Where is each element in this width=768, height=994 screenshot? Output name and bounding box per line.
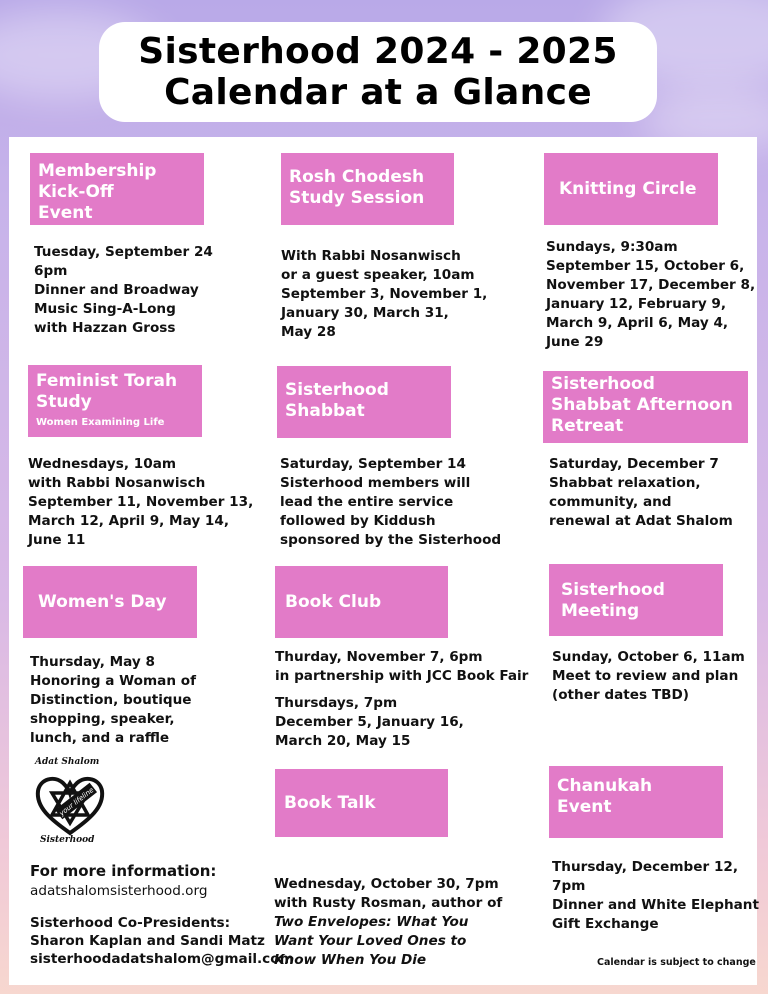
event-details-chanukah: Thursday, December 12, 7pm Dinner and White Elephant Gift Exchange [552, 859, 759, 932]
event-details-book-talk [274, 856, 502, 989]
event-title-womens-day: Women's Day [23, 566, 197, 638]
event-details-book-club-1: Thurday, November 7, 6pm in partnership with JCC Book Fair [275, 649, 529, 684]
co-presidents-label: Sisterhood Co-Presidents: [30, 915, 231, 931]
event-subtitle-feminist-torah: Women Examining Life [36, 417, 165, 428]
event-title-meeting: Sisterhood Meeting [549, 564, 723, 636]
logo-ribbon-text: your lifeline [57, 785, 96, 818]
event-details-feminist-torah: Wednesdays, 10am with Rabbi Nosanwisch September 11, November 13, March 12, April 9, May 14, June 11 [28, 456, 254, 548]
contact-email[interactable]: sisterhoodadatshalom@gmail.com [30, 951, 294, 967]
event-details-membership: Tuesday, September 24 6pm Dinner and Broadway Music Sing-A-Long with Hazzan Gross [34, 244, 213, 336]
page-title-line2: Calendar at a Glance [164, 72, 592, 113]
logo-bottom-text: Sisterhood [40, 835, 95, 845]
event-details-retreat: Saturday, December 7 Shabbat relaxation, community, and renewal at Adat Shalom [549, 456, 733, 529]
website-link[interactable]: adatshalomsisterhood.org [30, 883, 208, 899]
adat-shalom-sisterhood-logo [30, 757, 110, 847]
event-title-book-club: Book Club [275, 566, 448, 638]
book-title: Two Envelopes: What You Want Your Loved Ones to Know When You Die [274, 914, 469, 968]
event-details-book-club-2: Thursdays, 7pm December 5, January 16, March 20, May 15 [275, 695, 464, 749]
event-details-rosh-chodesh: With Rabbi Nosanwisch or a guest speaker, 10am September 3, November 1, January 30, March 31, May 28 [281, 248, 488, 340]
event-details-sisterhood-shabbat: Saturday, September 14 Sisterhood members will lead the entire service followed by Kiddush sponsored by the Sisterhood [280, 456, 502, 548]
title-banner [99, 22, 657, 122]
event-details-knitting: Sundays, 9:30am September 15, October 6, November 17, December 8, January 12, February 9, March 9, April 6, May 4, June 29 [546, 239, 756, 350]
event-title-knitting: Knitting Circle [544, 153, 718, 225]
event-title-membership: Membership Kick-Off Event [30, 153, 204, 225]
event-details-book-talk-text: Wednesday, October 30, 7pm with Rusty Rosman, author of [274, 876, 503, 911]
footnote: Calendar is subject to change [597, 957, 756, 968]
event-title-book-talk: Book Talk [275, 769, 448, 837]
page-title-line1: Sisterhood 2024 - 2025 [138, 31, 618, 72]
event-details-womens-day: Thursday, May 8 Honoring a Woman of Distinction, boutique shopping, speaker, lunch, and a raffle [30, 654, 196, 746]
event-title-sisterhood-shabbat: Sisterhood Shabbat [277, 366, 451, 438]
event-title-feminist-torah [28, 365, 202, 437]
event-title-retreat: Sisterhood Shabbat Afternoon Retreat [543, 371, 748, 443]
logo-heart-star-icon [30, 769, 110, 841]
event-title-rosh-chodesh: Rosh Chodesh Study Session [281, 153, 454, 225]
event-title-chanukah: Chanukah Event [549, 766, 723, 838]
more-info-label: For more information: [30, 862, 217, 880]
co-presidents-names: Sharon Kaplan and Sandi Matz [30, 933, 265, 949]
logo-top-text: Adat Shalom [35, 757, 100, 767]
event-details-meeting: Sunday, October 6, 11am Meet to review and plan (other dates TBD) [552, 649, 745, 703]
event-title-feminist-torah-text: Feminist Torah Study [36, 371, 178, 412]
